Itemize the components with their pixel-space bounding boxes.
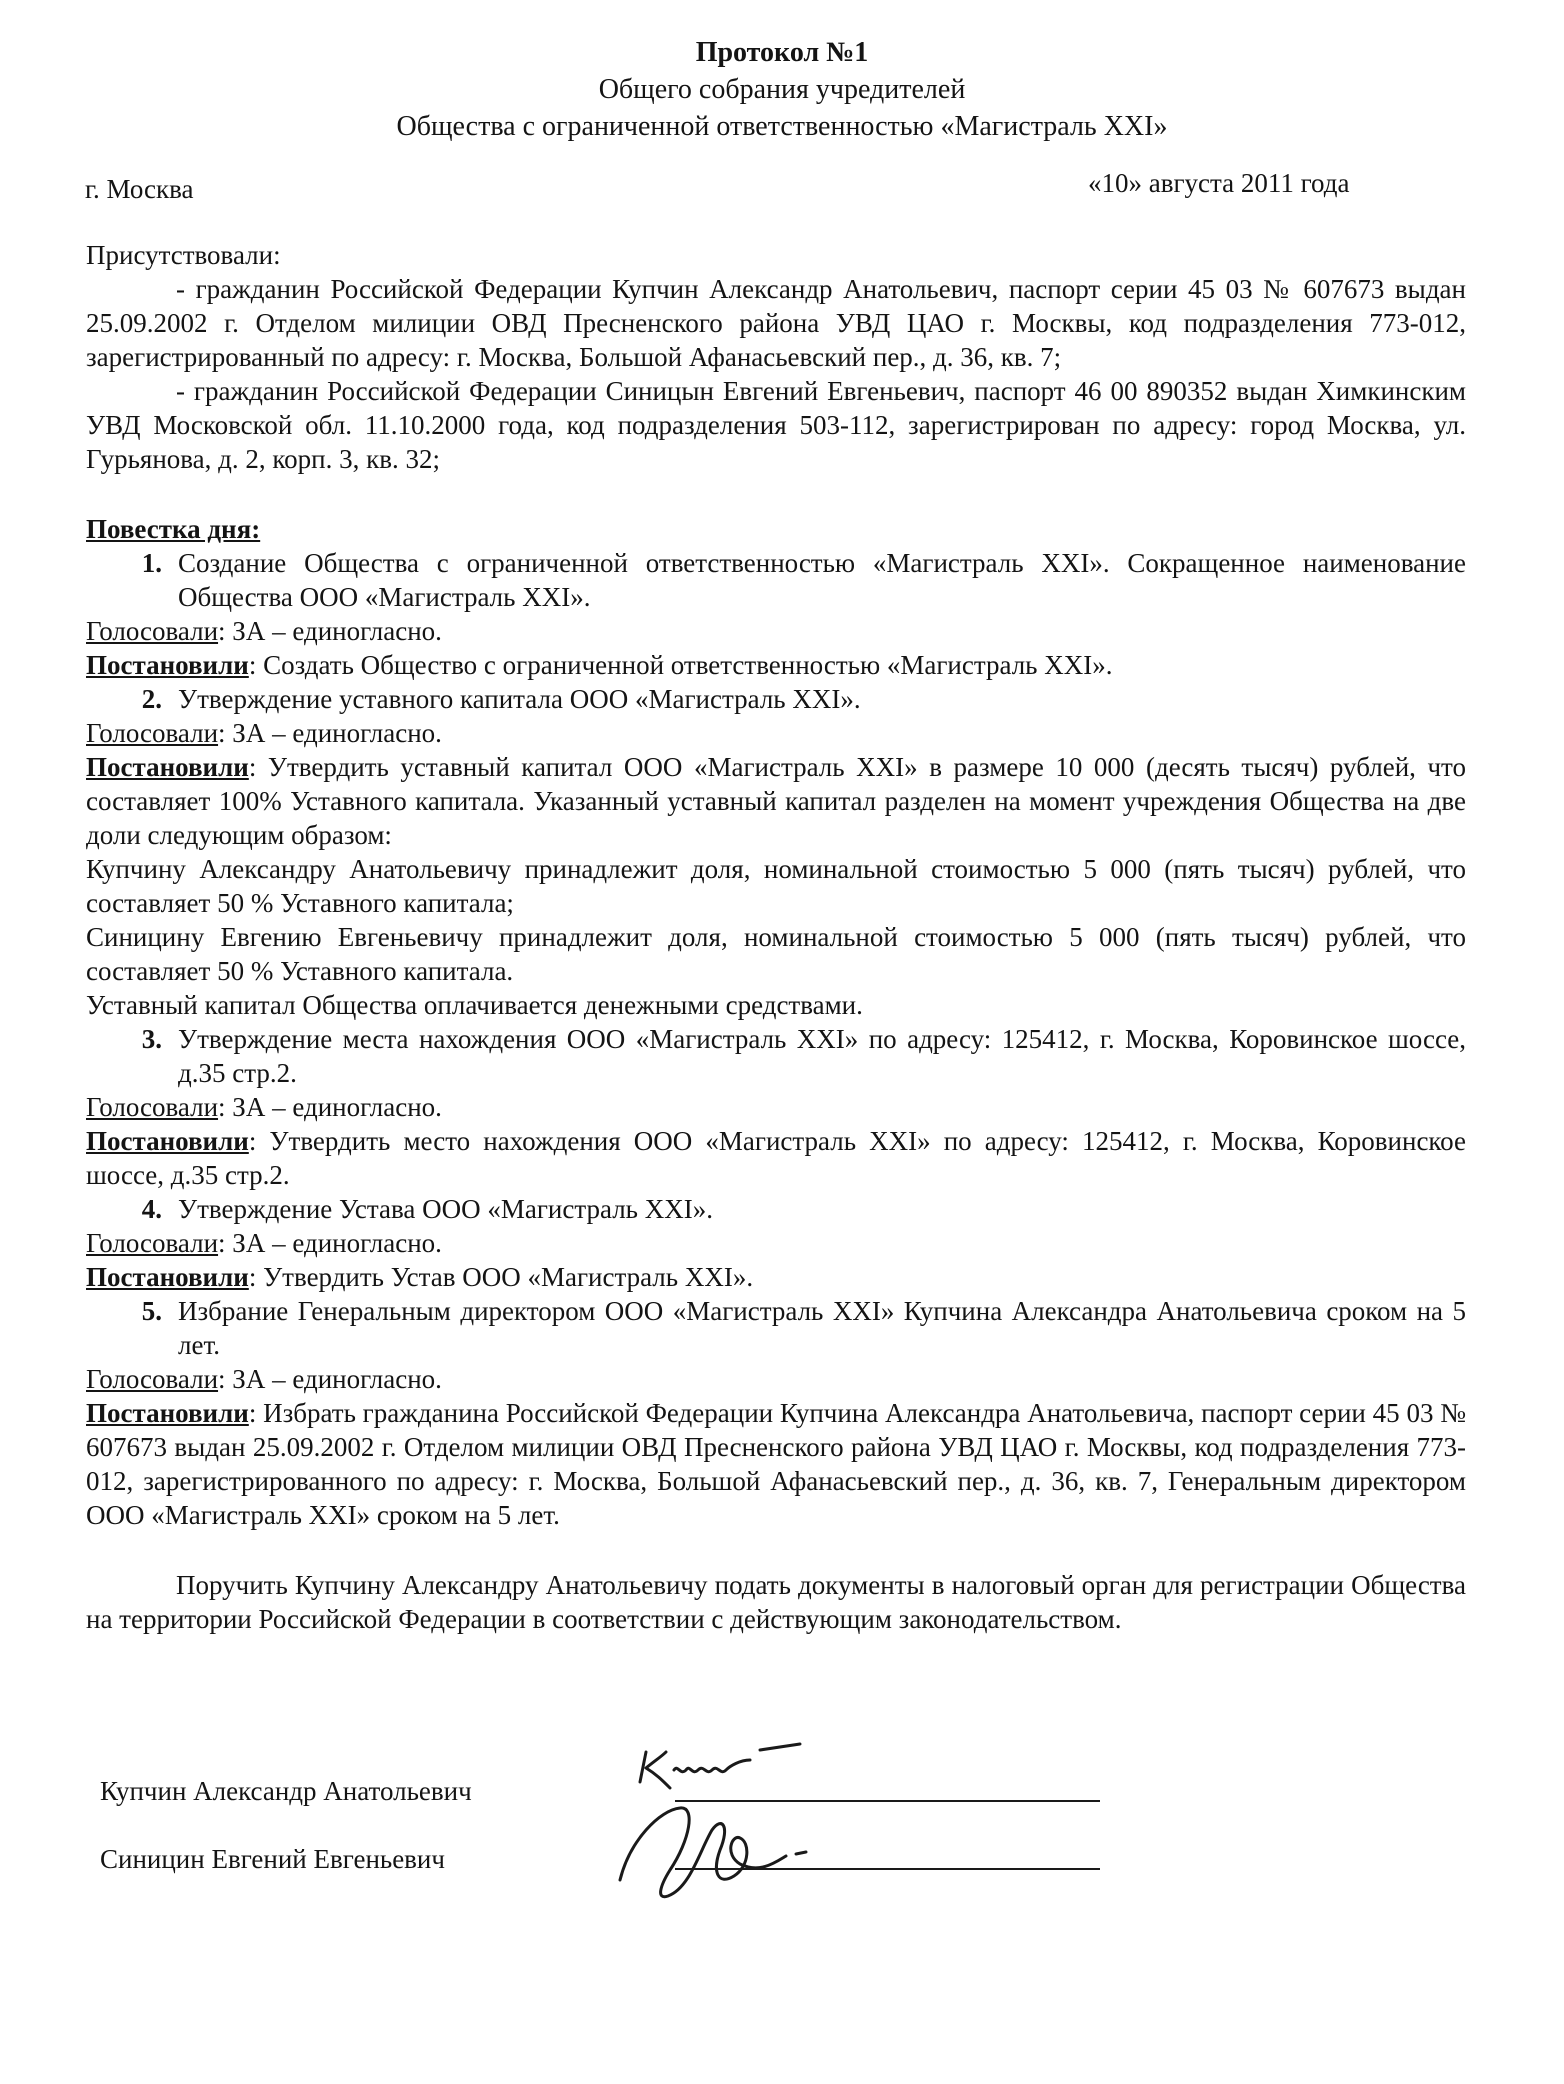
decision-text: : Утвердить место нахождения ООО «Магистраль XXI» по адресу: 125412, г. Москва, Коровинское шоссе, д.35 стр.2.	[86, 1126, 1466, 1190]
present-heading: Присутствовали:	[86, 240, 281, 270]
agenda-item-2	[86, 682, 1466, 716]
agenda-item-text: Утверждение уставного капитала ООО «Магистраль XXI».	[178, 684, 861, 714]
agenda-item-number: 2.	[141, 684, 162, 714]
decision-line	[86, 648, 1466, 682]
present-participant-2: - гражданин Российской Федерации Синицын Евгений Евгеньевич, паспорт 46 00 890352 выдан Химкинским УВД Московской обл. 11.10.2000 года, код подразделения 503-112, зарегистрирован по адресу: город Москва, ул. Гурьянова, д. 2, корп. 3, кв. 32;	[86, 376, 1466, 474]
document-body	[86, 238, 1466, 1636]
decision-line	[86, 1124, 1466, 1192]
signature-sinitsin-stroke	[620, 1808, 806, 1897]
document-header	[0, 34, 1564, 145]
signatory-name: Синицин Евгений Евгеньевич	[100, 1844, 445, 1874]
decision-text: : Утвердить уставный капитал ООО «Магистраль XXI» в размере 10 000 (десять тысяч) рублей, что составляет 100% Уставного капитала. Указанный уставный капитал разделен на момент учреждения Общества на две доли следующим образом:	[86, 752, 1466, 850]
voted-label: Голосовали	[86, 1228, 219, 1258]
voted-text: : ЗА – единогласно.	[218, 718, 442, 748]
agenda-item-text: Создание Общества с ограниченной ответственностью «Магистраль XXI». Сокращенное наименование Общества ООО «Магистраль XXI».	[178, 548, 1466, 612]
voted-text: : ЗА – единогласно.	[218, 616, 442, 646]
share-kupchin: Купчину Александру Анатольевичу принадлежит доля, номинальной стоимостью 5 000 (пять тысяч) рублей, что составляет 50 % Уставного капитала;	[86, 854, 1466, 918]
decided-label: Постановили	[86, 1398, 249, 1428]
agenda-heading: Повестка дня:	[86, 514, 261, 544]
voted-text: : ЗА – единогласно.	[218, 1228, 442, 1258]
decision-text: : Создать Общество с ограниченной ответственностью «Магистраль XXI».	[248, 650, 1113, 680]
agenda-item-number: 3.	[141, 1024, 162, 1054]
instruction-paragraph: Поручить Купчину Александру Анатольевичу подать документы в налоговый орган для регистрации Общества на территории Российской Федерации в соответствии с действующим законодательством.	[86, 1570, 1466, 1634]
decision-text: : Избрать гражданина Российской Федерации Купчина Александра Анатольевича, паспорт серии 45 03 № 607673 выдан 25.09.2002 г. Отделом милиции ОВД Пресненского района УВД ЦАО г. Москвы, код подразделения 773-012, зарегистрированного по адресу: г. Москва, Большой Афанасьевский пер., д. 36, кв. 7, Генеральным директором ООО «Магистраль XXI» сроком на 5 лет.	[86, 1398, 1466, 1530]
voted-text: : ЗА – единогласно.	[218, 1092, 442, 1122]
vote-line	[86, 1090, 1466, 1124]
date: «10» августа 2011 года	[1088, 168, 1350, 198]
vote-line	[86, 1362, 1466, 1396]
present-participant-1: - гражданин Российской Федерации Купчин Александр Анатольевич, паспорт серии 45 03 № 607673 выдан 25.09.2002 г. Отделом милиции ОВД Пресненского района УВД ЦАО г. Москвы, код подразделения 773-012, зарегистрированный по адресу: г. Москва, Большой Афанасьевский пер., д. 36, кв. 7;	[86, 274, 1466, 372]
agenda-item-5	[86, 1294, 1466, 1362]
document-title: Протокол №1	[695, 37, 869, 68]
decision-line	[86, 1396, 1466, 1532]
agenda-item-text: Утверждение Устава ООО «Магистраль XXI».	[178, 1194, 713, 1224]
decided-label: Постановили	[86, 1126, 249, 1156]
agenda-item-1	[86, 546, 1466, 614]
decision-text: : Утвердить Устав ООО «Магистраль XXI».	[248, 1262, 754, 1292]
document-subtitle-1: Общего собрания учредителей	[598, 74, 966, 105]
agenda-item-number: 1.	[141, 548, 162, 578]
agenda-item-text: Избрание Генеральным директором ООО «Магистраль XXI» Купчина Александра Анатольевича сроком на 5 лет.	[178, 1296, 1466, 1360]
decided-label: Постановили	[86, 650, 249, 680]
agenda-item-number: 4.	[141, 1194, 162, 1224]
decision-line	[86, 1260, 1466, 1294]
vote-line	[86, 1226, 1466, 1260]
signature-kupchin-stroke	[640, 1744, 800, 1788]
decided-label: Постановили	[86, 752, 249, 782]
city: г. Москва	[85, 174, 194, 204]
capital-payment: Уставный капитал Общества оплачивается денежными средствами.	[86, 990, 863, 1020]
agenda-item-text: Утверждение места нахождения ООО «Магистраль XXI» по адресу: 125412, г. Москва, Коровинское шоссе, д.35 стр.2.	[178, 1024, 1466, 1088]
voted-label: Голосовали	[86, 1092, 219, 1122]
share-sinitsin: Синицину Евгению Евгеньевичу принадлежит доля, номинальной стоимостью 5 000 (пять тысяч) рублей, что составляет 50 % Уставного капитала.	[86, 922, 1466, 986]
voted-text: : ЗА – единогласно.	[218, 1364, 442, 1394]
vote-line	[86, 716, 1466, 750]
signatory-name: Купчин Александр Анатольевич	[100, 1776, 472, 1806]
document-subtitle-2: Общества с ограниченной ответственностью «Магистраль XXI»	[396, 111, 1168, 142]
spacer	[86, 1532, 1466, 1568]
vote-line	[86, 614, 1466, 648]
voted-label: Голосовали	[86, 616, 219, 646]
voted-label: Голосовали	[86, 718, 219, 748]
agenda-item-number: 5.	[141, 1296, 162, 1326]
decided-label: Постановили	[86, 1262, 249, 1292]
agenda-item-3	[86, 1022, 1466, 1090]
spacer	[86, 476, 1466, 512]
decision-line	[86, 750, 1466, 852]
handwritten-signature-image	[600, 1730, 920, 1920]
agenda-item-4	[86, 1192, 1466, 1226]
voted-label: Голосовали	[86, 1364, 219, 1394]
